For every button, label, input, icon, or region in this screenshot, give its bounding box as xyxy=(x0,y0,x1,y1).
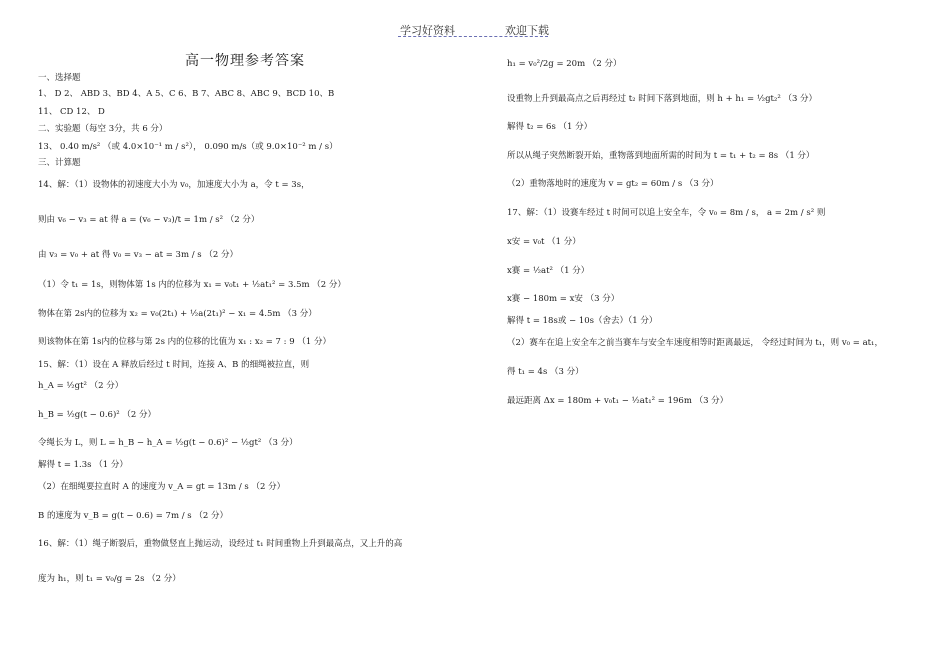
answer-line: 16、解：（1）绳子断裂后，重物做竖直上抛运动，设经过 t₁ 时间重物上升到最高点，又上升的高 xyxy=(38,539,403,549)
formula-line: x赛 = ½at² （1 分） xyxy=(507,266,590,276)
formula-line: 则由 v₆ − v₃ = at 得 a = (v₆ − v₃)/t = 1m / s² （2 分） xyxy=(38,215,260,225)
formula-line: 最远距离 Δx = 180m + v₀t₁ − ½at₁² = 196m （3 分） xyxy=(507,396,729,406)
formula-line: x安 = v₀t （1 分） xyxy=(507,237,581,247)
formula-line: h_A = ½gt² （2 分） xyxy=(38,381,124,391)
header-right-text: 欢迎下载 xyxy=(505,24,549,37)
section-heading: 一、选择题 xyxy=(38,73,81,83)
formula-line: 由 v₃ = v₀ + at 得 v₀ = v₃ − at = 3m / s （2 分） xyxy=(38,250,238,260)
answer-line: 1、 D 2、 ABD 3、BD 4、A 5、C 6、B 7、ABC 8、ABC 9、BCD 10、B xyxy=(38,89,335,99)
page-header xyxy=(0,22,950,38)
answer-line: 13、 0.40 m/s² （或 4.0×10⁻¹ m / s²）， 0.090 m/s（或 9.0×10⁻² m / s） xyxy=(38,142,338,152)
answer-line: （2）赛车在追上安全车之前当赛车与安全车速度相等时距离最远， 令经过时间为 t₁，则 v₀ = at₁， xyxy=(507,338,883,348)
header-dashed-rule xyxy=(398,36,548,37)
formula-line: （2）重物落地时的速度为 v = gt₂ = 60m / s （3 分） xyxy=(507,179,719,189)
formula-line: 得 t₁ = 4s （3 分） xyxy=(507,367,584,377)
formula-line: 解得 t = 18s或 − 10s（舍去）（1 分） xyxy=(507,316,658,326)
header-left-text: 学习好资料 xyxy=(400,24,455,37)
formula-line: 则该物体在第 1s内的位移与第 2s 内的位移的比值为 x₁ : x₂ = 7 : 9 （1 分） xyxy=(38,337,331,347)
formula-line: （1）令 t₁ = 1s，则物体第 1s 内的位移为 x₁ = v₀t₁ + ½at₁² = 3.5m （2 分） xyxy=(38,280,346,290)
formula-line: （2）在细绳要拉直时 A 的速度为 v_A = gt = 13m / s （2 分） xyxy=(38,482,286,492)
answer-line: 15、解：（1）设在 A 释放后经过 t 时间，连接 A、B 的细绳被拉直，则 xyxy=(38,360,310,370)
answer-line: 17、解：（1）设赛车经过 t 时间可以追上安全车，令 v₀ = 8m / s， a = 2m / s² 则 xyxy=(507,208,826,218)
formula-line: 设重物上升到最高点之后再经过 t₂ 时间下落到地面，则 h + h₁ = ½gt₂² （3 分） xyxy=(507,94,818,104)
section-heading: 二、实验题（每空 3分，共 6 分） xyxy=(38,124,168,134)
formula-line: h₁ = v₀²/2g = 20m （2 分） xyxy=(507,59,622,69)
formula-line: 物体在第 2s内的位移为 x₂ = v₀(2t₁) + ½a(2t₁)² − x₁ = 4.5m （3 分） xyxy=(38,309,317,319)
formula-line: 令绳长为 L，则 L = h_B − h_A = ½g(t − 0.6)² − ½gt² （3 分） xyxy=(38,438,298,448)
section-heading: 三、计算题 xyxy=(38,158,81,168)
formula-line: x赛 − 180m = x安 （3 分） xyxy=(507,294,620,304)
answer-line: 11、 CD 12、 D xyxy=(38,107,105,117)
page-title: 高一物理参考答案 xyxy=(185,53,305,69)
answer-line: 14、解：（1）设物体的初速度大小为 v₀，加速度大小为 a，令 t = 3s， xyxy=(38,180,310,190)
formula-line: h_B = ½g(t − 0.6)² （2 分） xyxy=(38,410,156,420)
formula-line: 所以从绳子突然断裂开始，重物落到地面所需的时间为 t = t₁ + t₂ = 8s （1 分） xyxy=(507,151,815,161)
formula-line: 解得 t₂ = 6s （1 分） xyxy=(507,122,593,132)
formula-line: 度为 h₁，则 t₁ = v₀/g = 2s （2 分） xyxy=(38,574,181,584)
formula-line: B 的速度为 v_B = g(t − 0.6) = 7m / s （2 分） xyxy=(38,511,228,521)
formula-line: 解得 t = 1.3s （1 分） xyxy=(38,460,128,470)
